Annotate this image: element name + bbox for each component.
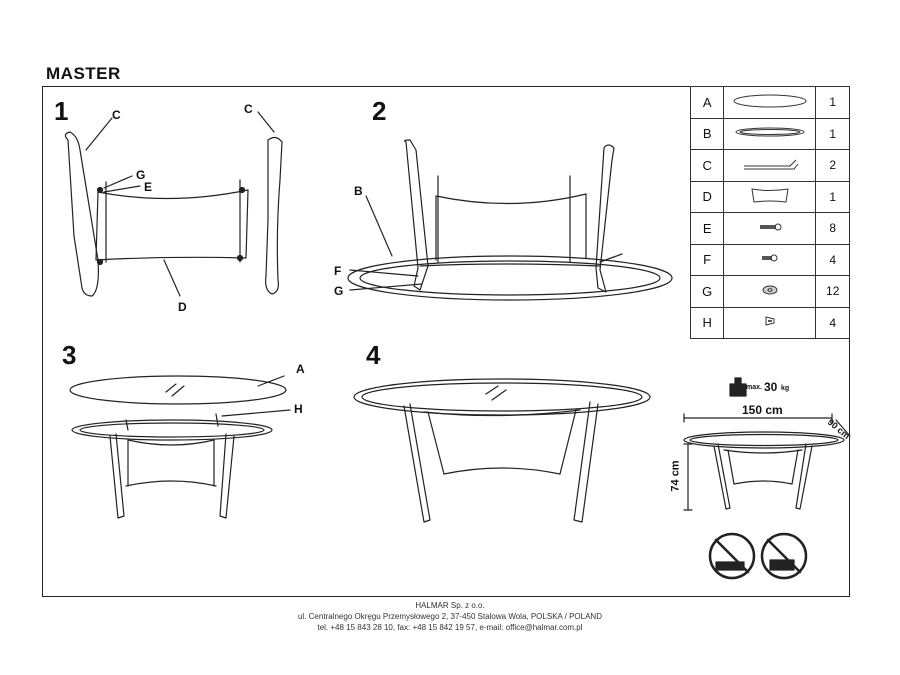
label-g-step1: G (136, 168, 146, 182)
step2-drawing (348, 140, 672, 300)
leg-icon (730, 154, 810, 174)
table-row (691, 307, 850, 339)
part-letter: B (691, 118, 724, 150)
step-number-4: 4 (366, 340, 381, 370)
part-qty: 1 (816, 87, 850, 119)
table-row (691, 150, 850, 182)
step4-drawing (354, 379, 650, 522)
part-qty: 2 (816, 150, 850, 182)
depth-dimension: 90 cm (825, 416, 852, 442)
part-qty: 8 (816, 213, 850, 245)
part-qty: 4 (816, 244, 850, 276)
part-letter: H (691, 307, 724, 339)
label-c-left: C (112, 108, 121, 122)
part-letter: C (691, 150, 724, 182)
height-dimension: 74 cm (669, 460, 682, 492)
no-standing-icon (710, 534, 754, 578)
suction-pad-icon (730, 311, 810, 331)
table-row (691, 87, 850, 119)
glass-top-icon (730, 91, 810, 111)
part-letter: E (691, 213, 724, 245)
oval-frame-icon (730, 122, 810, 142)
step-number-3: 3 (62, 340, 77, 370)
dimension-drawing (684, 414, 850, 510)
step3-drawing (70, 376, 290, 518)
max-label: max. (746, 384, 762, 391)
part-letter: F (691, 244, 724, 276)
part-letter: D (691, 181, 724, 213)
footer-company: HALMAR Sp. z o.o. (415, 601, 485, 610)
long-screw-icon (730, 217, 810, 237)
table-row (691, 213, 850, 245)
parts-table (690, 86, 850, 339)
table-row (691, 181, 850, 213)
table-row (691, 276, 850, 308)
part-letter: G (691, 276, 724, 308)
table-row (691, 118, 850, 150)
step1-drawing (65, 112, 282, 296)
step-number-1: 1 (54, 96, 69, 126)
short-screw-icon (730, 248, 810, 268)
footer-contact: tel. +48 15 843 28 10, fax: +48 15 842 19 57, e-mail: office@halmar.com.pl (317, 623, 583, 632)
document-title: MASTER (46, 64, 121, 83)
label-g-step2: G (334, 284, 344, 298)
label-c-right: C (244, 102, 253, 116)
panel-icon (730, 185, 810, 205)
label-e-step1: E (144, 180, 153, 194)
part-qty: 4 (816, 307, 850, 339)
max-load: 30 (764, 380, 778, 394)
washer-icon (730, 280, 810, 300)
load-unit: kg (781, 385, 790, 392)
no-sitting-icon (762, 534, 806, 578)
table-row (691, 244, 850, 276)
label-d-step1: D (178, 300, 187, 314)
part-letter: A (691, 87, 724, 119)
label-h-step3: H (294, 402, 303, 416)
footer-address: ul. Centralnego Okręgu Przemysłowego 2, 37-450 Stalowa Wola, POLSKA / POLAND (297, 612, 602, 621)
part-qty: 1 (816, 181, 850, 213)
part-qty: 1 (816, 118, 850, 150)
length-dimension: 150 cm (742, 403, 783, 417)
label-a-step3: A (296, 362, 305, 376)
part-qty: 12 (816, 276, 850, 308)
step-number-2: 2 (372, 96, 387, 126)
label-f-step2: F (334, 264, 342, 278)
label-b-step2: B (354, 184, 363, 198)
weight-icon (730, 378, 746, 396)
